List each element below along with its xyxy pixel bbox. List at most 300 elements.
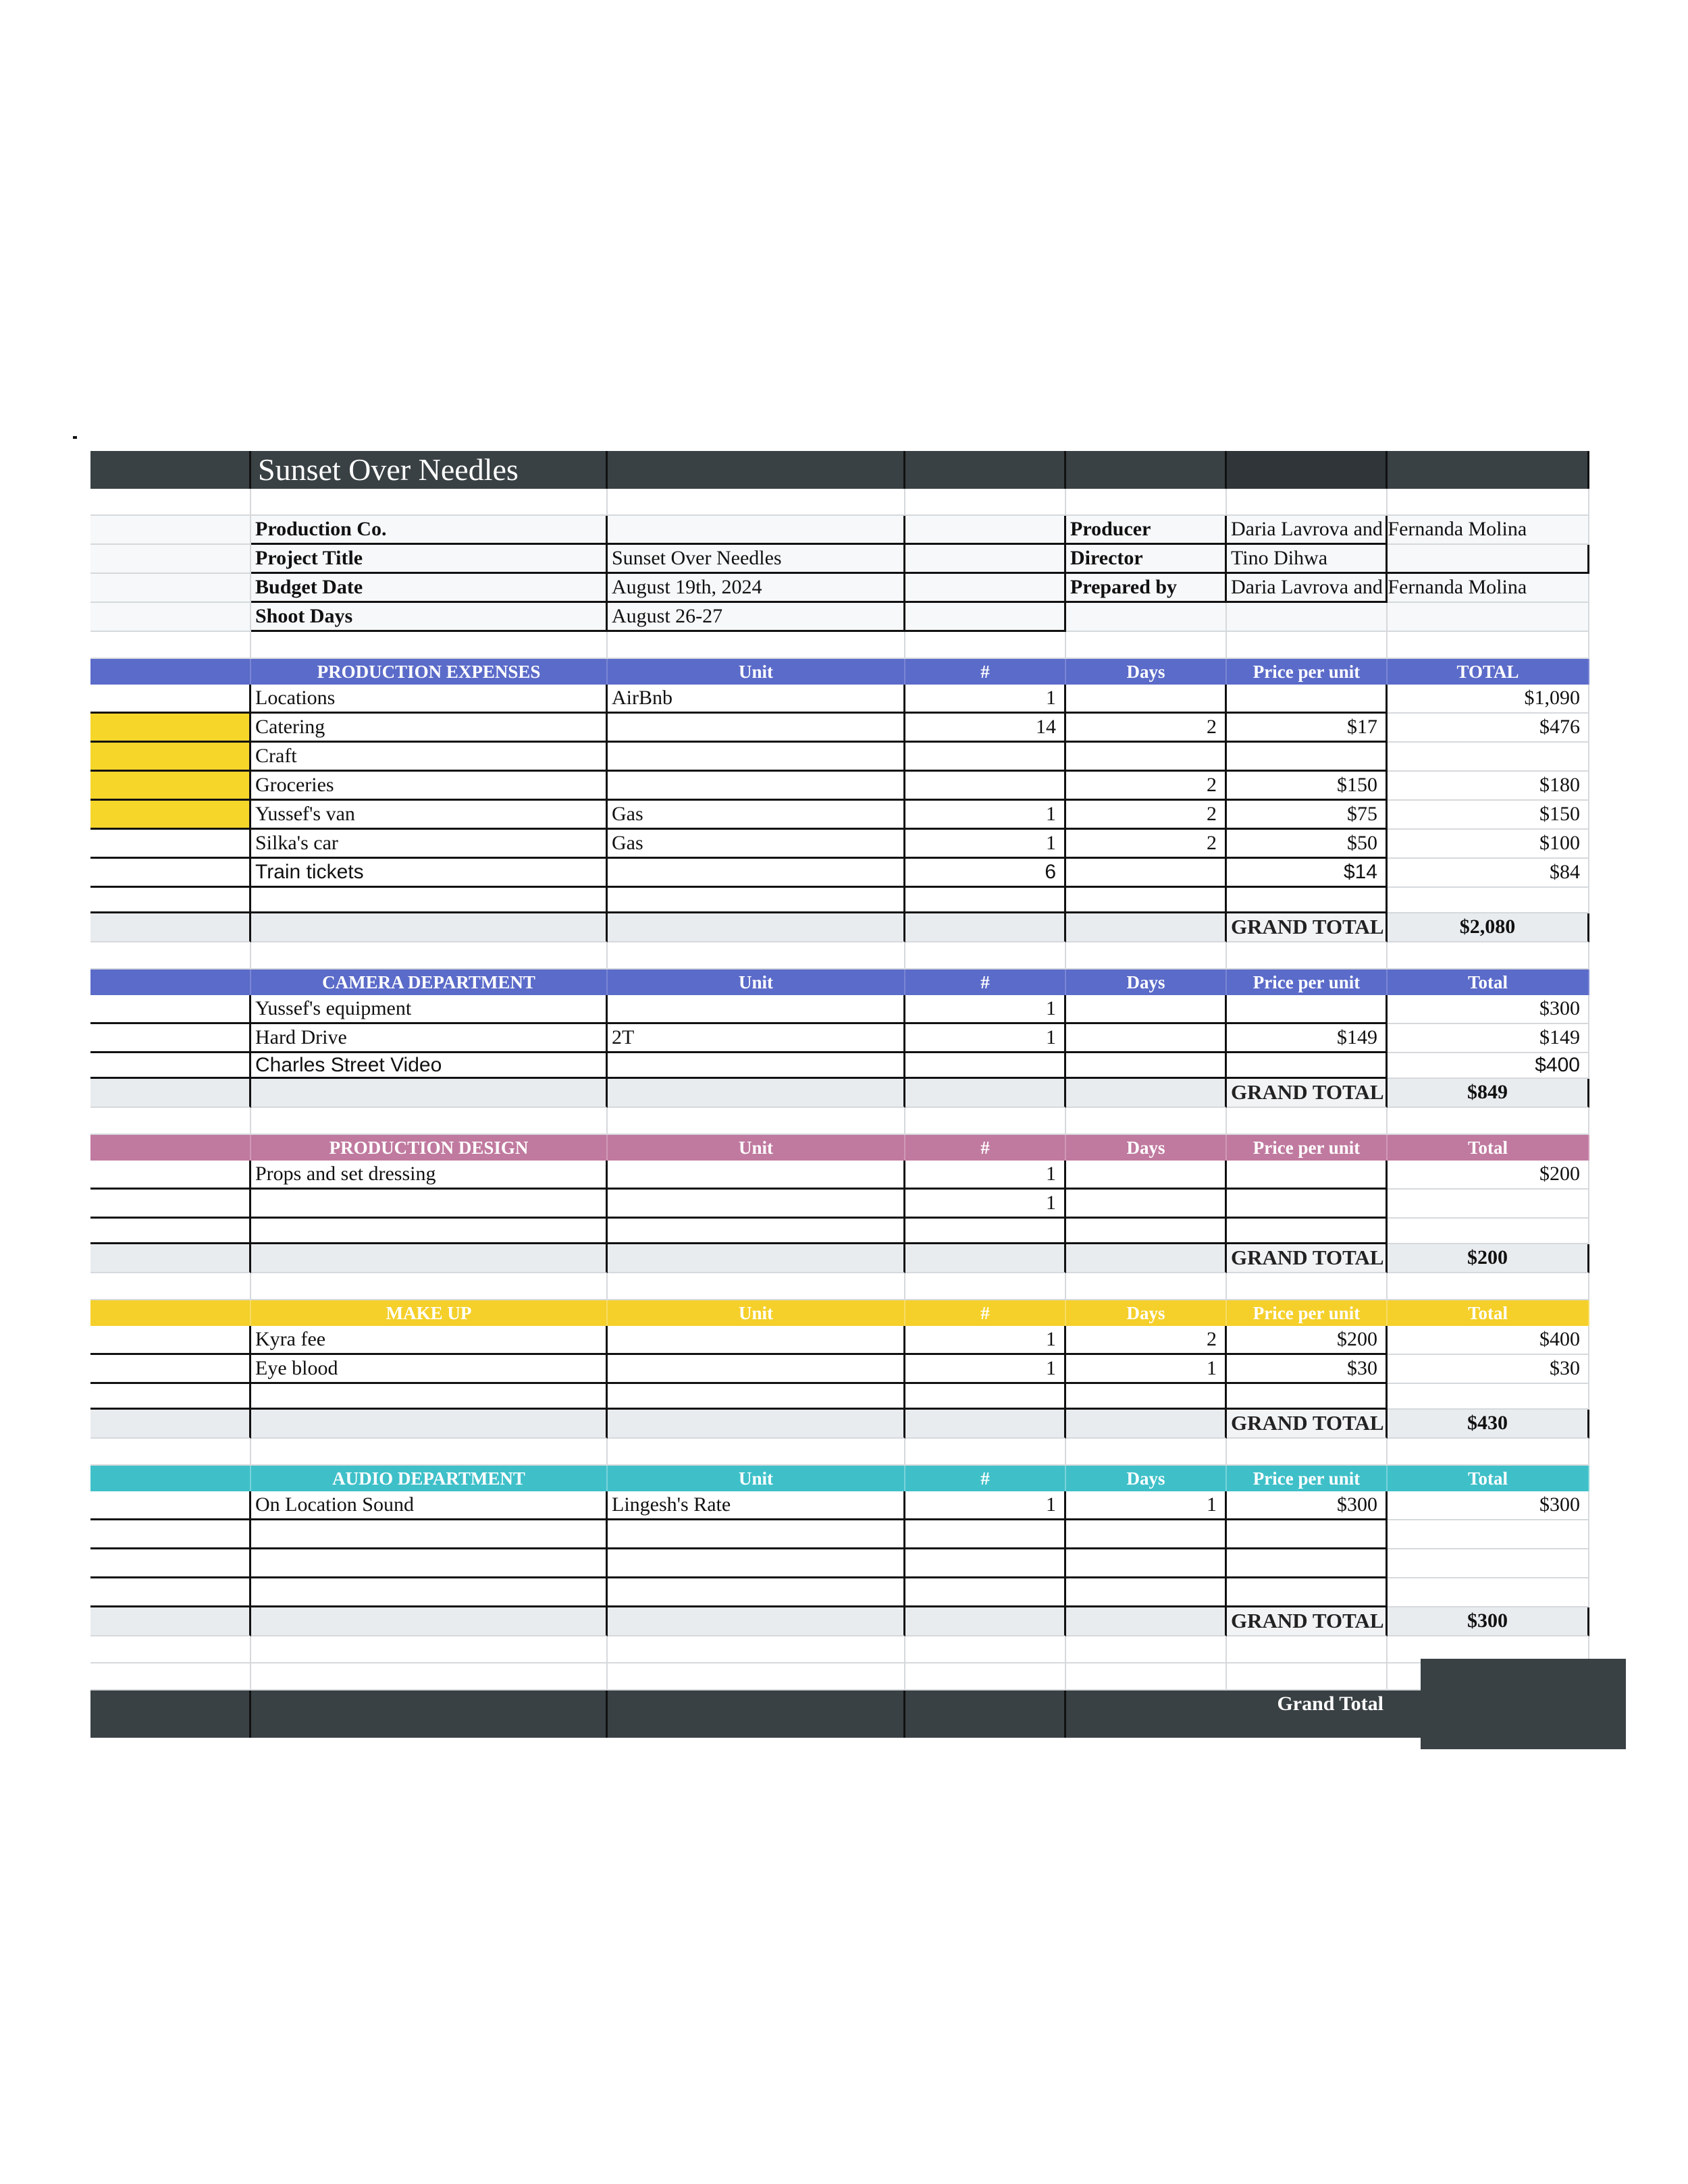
cell[interactable] (90, 1219, 251, 1244)
grand-total-row (90, 1607, 1589, 1636)
table-row (90, 1355, 1589, 1384)
table-row (90, 1491, 1589, 1520)
header-cell (90, 1466, 251, 1491)
cell[interactable] (1388, 1549, 1589, 1578)
table-row (90, 859, 1589, 888)
item-days[interactable]: 2 (1066, 772, 1227, 801)
col-unit-header: Unit (608, 969, 905, 995)
item-count[interactable]: 1 (905, 1161, 1066, 1190)
cell[interactable] (1388, 888, 1589, 913)
item-unit[interactable] (608, 1355, 905, 1384)
highlight-cell[interactable] (90, 801, 251, 830)
cell[interactable] (1066, 1690, 1227, 1738)
item-count[interactable]: 1 (905, 995, 1066, 1024)
item-name[interactable]: On Location Sound (251, 1491, 608, 1520)
section-title: PRODUCTION EXPENSES (251, 659, 608, 685)
item-count[interactable]: 1 (905, 801, 1066, 830)
cell[interactable] (90, 574, 251, 603)
item-unit[interactable] (608, 1190, 905, 1219)
cell[interactable] (608, 1578, 905, 1607)
cell[interactable] (1227, 1219, 1388, 1244)
item-unit[interactable]: Gas (608, 801, 905, 830)
cell[interactable] (905, 1690, 1066, 1738)
col-price-header: Price per unit (1227, 1466, 1388, 1491)
col-count-header: # (905, 1300, 1066, 1326)
spacer-row (90, 1273, 1589, 1300)
prepared-by-label[interactable]: Prepared by (1066, 574, 1227, 603)
cell[interactable] (90, 1244, 251, 1273)
item-count[interactable]: 6 (905, 859, 1066, 888)
table-row (90, 995, 1589, 1024)
col-days-header: Days (1066, 1300, 1227, 1326)
cell[interactable] (1066, 1219, 1227, 1244)
item-days[interactable] (1066, 859, 1227, 888)
item-count[interactable]: 1 (905, 685, 1066, 714)
col-days-header: Days (1066, 969, 1227, 995)
item-unit[interactable]: 2T (608, 1024, 905, 1053)
table-row (90, 1578, 1589, 1607)
item-price[interactable] (1227, 1190, 1388, 1219)
grand-total-label[interactable]: GRAND TOTAL (1227, 1607, 1388, 1636)
cell[interactable] (90, 1384, 251, 1410)
item-price[interactable] (1227, 995, 1388, 1024)
cell[interactable] (251, 1410, 608, 1439)
col-count-header: # (905, 1135, 1066, 1161)
budget-date-label[interactable]: Budget Date (251, 574, 608, 603)
cell[interactable] (608, 1384, 905, 1410)
item-days[interactable] (1066, 1024, 1227, 1053)
item-days[interactable] (1066, 1053, 1227, 1079)
header-cell (90, 659, 251, 685)
table-row (90, 1326, 1589, 1355)
cell[interactable] (90, 830, 251, 859)
item-price[interactable]: $200 (1227, 1326, 1388, 1355)
item-name[interactable]: Yussef's van (251, 801, 608, 830)
item-total[interactable] (1388, 743, 1589, 772)
cell[interactable] (90, 1326, 251, 1355)
table-row (90, 1053, 1589, 1079)
table-row (90, 1190, 1589, 1219)
item-total[interactable]: $1,090 (1388, 685, 1589, 714)
grand-total-row (90, 1410, 1589, 1439)
production-co-label[interactable]: Production Co. (251, 516, 608, 545)
item-name[interactable]: Silka's car (251, 830, 608, 859)
item-days[interactable]: 2 (1066, 801, 1227, 830)
col-price-header: Price per unit (1227, 659, 1388, 685)
prepared-by-value[interactable]: Daria Lavrova and Fernanda Molina (1227, 574, 1388, 603)
cell[interactable] (1388, 451, 1589, 489)
item-total[interactable] (1388, 1190, 1589, 1219)
cell[interactable] (1388, 516, 1589, 545)
item-name[interactable] (251, 1190, 608, 1219)
item-days[interactable] (1066, 1190, 1227, 1219)
highlight-cell[interactable] (90, 714, 251, 743)
item-name[interactable]: Props and set dressing (251, 1161, 608, 1190)
col-count-header: # (905, 659, 1066, 685)
item-name[interactable]: Catering (251, 714, 608, 743)
cell[interactable] (905, 1244, 1066, 1273)
item-unit[interactable] (608, 1326, 905, 1355)
cell[interactable] (90, 1578, 251, 1607)
cell[interactable] (90, 545, 251, 574)
item-price[interactable]: $14 (1227, 859, 1388, 888)
cell[interactable] (251, 913, 608, 942)
spacer-row (90, 1663, 1589, 1690)
cell[interactable] (251, 1520, 608, 1549)
director-value[interactable]: Tino Dihwa (1227, 545, 1388, 574)
header-cell (90, 1135, 251, 1161)
cell[interactable] (1066, 603, 1227, 632)
item-price[interactable] (1227, 1161, 1388, 1190)
info-row (90, 545, 1589, 574)
item-price[interactable]: $149 (1227, 1024, 1388, 1053)
grand-total-label[interactable]: GRAND TOTAL (1227, 913, 1388, 942)
cell[interactable] (90, 1079, 251, 1108)
item-total[interactable]: $400 (1388, 1053, 1589, 1079)
item-price[interactable] (1227, 685, 1388, 714)
cell[interactable] (251, 1690, 608, 1738)
cell[interactable] (1066, 451, 1227, 489)
item-name[interactable]: Kyra fee (251, 1326, 608, 1355)
info-row (90, 516, 1589, 545)
production-co-value[interactable] (608, 516, 905, 545)
item-unit[interactable]: Lingesh's Rate (608, 1491, 905, 1520)
table-row (90, 1384, 1589, 1410)
highlight-cell[interactable] (90, 772, 251, 801)
item-days[interactable] (1066, 995, 1227, 1024)
cell[interactable] (251, 1219, 608, 1244)
grand-total-value[interactable]: $2,080 (1388, 913, 1589, 942)
shoot-days-value[interactable]: August 26-27 (608, 603, 905, 632)
section-title: CAMERA DEPARTMENT (251, 969, 608, 995)
cell[interactable] (1066, 1520, 1227, 1549)
cell[interactable] (905, 1410, 1066, 1439)
cell[interactable] (905, 1549, 1066, 1578)
grand-total-value[interactable]: $300 (1388, 1607, 1589, 1636)
cell[interactable] (1066, 1244, 1227, 1273)
col-unit-header: Unit (608, 659, 905, 685)
page-title[interactable]: Sunset Over Needles (251, 451, 608, 489)
cell[interactable] (905, 1079, 1066, 1108)
item-name[interactable]: Groceries (251, 772, 608, 801)
item-days[interactable]: 2 (1066, 714, 1227, 743)
cell[interactable] (251, 1549, 608, 1578)
item-total[interactable]: $150 (1388, 801, 1589, 830)
cell[interactable] (905, 574, 1066, 603)
cell[interactable] (90, 1053, 251, 1079)
cell[interactable] (1227, 451, 1388, 489)
item-unit[interactable]: Gas (608, 830, 905, 859)
cell[interactable] (251, 1384, 608, 1410)
item-price[interactable] (1227, 1053, 1388, 1079)
item-unit[interactable] (608, 714, 905, 743)
item-price[interactable] (1227, 743, 1388, 772)
cell[interactable] (608, 1244, 905, 1273)
grand-total-label[interactable]: GRAND TOTAL (1227, 1079, 1388, 1108)
spacer-row (90, 489, 1589, 516)
item-count[interactable]: 1 (905, 1326, 1066, 1355)
cell[interactable] (608, 1690, 905, 1738)
col-price-header: Price per unit (1227, 1300, 1388, 1326)
project-title-label[interactable]: Project Title (251, 545, 608, 574)
cell[interactable] (1066, 1549, 1227, 1578)
cell[interactable] (905, 1520, 1066, 1549)
cell[interactable] (90, 1491, 251, 1520)
grand-total-row (90, 1244, 1589, 1273)
highlight-cell[interactable] (90, 743, 251, 772)
item-days[interactable]: 2 (1066, 1326, 1227, 1355)
info-row (90, 603, 1589, 632)
item-days[interactable] (1066, 1161, 1227, 1190)
cell[interactable] (905, 1219, 1066, 1244)
item-count[interactable] (905, 743, 1066, 772)
item-price[interactable]: $150 (1227, 772, 1388, 801)
item-days[interactable]: 1 (1066, 1355, 1227, 1384)
cell[interactable] (905, 888, 1066, 913)
cell[interactable] (905, 1607, 1066, 1636)
cell[interactable] (251, 1079, 608, 1108)
cell[interactable] (251, 1578, 608, 1607)
cell[interactable] (251, 1607, 608, 1636)
cell[interactable] (1227, 1520, 1388, 1549)
cell[interactable] (1227, 1549, 1388, 1578)
item-days[interactable]: 1 (1066, 1491, 1227, 1520)
table-row (90, 1219, 1589, 1244)
item-unit[interactable] (608, 772, 905, 801)
item-unit[interactable] (608, 995, 905, 1024)
item-price[interactable]: $75 (1227, 801, 1388, 830)
col-total-header: Total (1388, 969, 1589, 995)
cell[interactable] (608, 1549, 905, 1578)
cell[interactable] (90, 603, 251, 632)
item-name[interactable]: Train tickets (251, 859, 608, 888)
title-row (90, 451, 1589, 489)
cell[interactable] (90, 1024, 251, 1053)
item-count[interactable]: 1 (905, 830, 1066, 859)
budget-sheet (90, 451, 1589, 1738)
table-row (90, 888, 1589, 913)
item-price[interactable]: $300 (1227, 1491, 1388, 1520)
spacer-row (90, 1439, 1589, 1466)
item-unit[interactable] (608, 743, 905, 772)
col-total-header: Total (1388, 1300, 1589, 1326)
spacer-row (90, 942, 1589, 969)
cell[interactable] (90, 1161, 251, 1190)
cell[interactable] (1388, 1219, 1589, 1244)
cell[interactable] (1388, 1384, 1589, 1410)
project-title-value[interactable]: Sunset Over Needles (608, 545, 905, 574)
col-days-header: Days (1066, 1135, 1227, 1161)
grand-total-value[interactable]: $430 (1388, 1410, 1589, 1439)
shoot-days-label[interactable]: Shoot Days (251, 603, 608, 632)
col-total-header: Total (1388, 1466, 1589, 1491)
cell[interactable] (1388, 545, 1589, 574)
item-count[interactable]: 14 (905, 714, 1066, 743)
item-name[interactable]: Eye blood (251, 1355, 608, 1384)
cell[interactable] (1066, 888, 1227, 913)
col-unit-header: Unit (608, 1300, 905, 1326)
item-total[interactable]: $30 (1388, 1355, 1589, 1384)
table-row (90, 1549, 1589, 1578)
item-days[interactable]: 2 (1066, 830, 1227, 859)
final-total-box (1421, 1659, 1626, 1749)
director-label[interactable]: Director (1066, 545, 1227, 574)
cell[interactable] (90, 1410, 251, 1439)
col-total-header: TOTAL (1388, 659, 1589, 685)
cell[interactable] (90, 1607, 251, 1636)
item-total[interactable]: $400 (1388, 1326, 1589, 1355)
info-row (90, 574, 1589, 603)
cell[interactable] (90, 913, 251, 942)
section-title: MAKE UP (251, 1300, 608, 1326)
col-total-header: Total (1388, 1135, 1589, 1161)
item-days[interactable] (1066, 685, 1227, 714)
cell[interactable] (90, 1355, 251, 1384)
table-row (90, 1024, 1589, 1053)
cell[interactable] (608, 913, 905, 942)
table-row (90, 1161, 1589, 1190)
col-price-header: Price per unit (1227, 1135, 1388, 1161)
item-name[interactable]: Charles Street Video (251, 1053, 608, 1079)
cell[interactable] (905, 545, 1066, 574)
item-total[interactable]: $180 (1388, 772, 1589, 801)
cell[interactable] (1388, 1578, 1589, 1607)
final-grand-total-label[interactable]: Grand Total (1277, 1693, 1383, 1715)
cell[interactable] (608, 1520, 905, 1549)
item-total[interactable]: $300 (1388, 1491, 1589, 1520)
item-count[interactable]: 1 (905, 1491, 1066, 1520)
table-row (90, 830, 1589, 859)
cell[interactable] (251, 888, 608, 913)
corner-mark (73, 436, 77, 439)
item-count[interactable]: 1 (905, 1190, 1066, 1219)
cell[interactable] (1066, 1607, 1227, 1636)
grand-total-value[interactable]: $200 (1388, 1244, 1589, 1273)
item-count[interactable]: 1 (905, 1024, 1066, 1053)
cell[interactable] (1066, 1079, 1227, 1108)
header-cell (90, 1300, 251, 1326)
col-unit-header: Unit (608, 1466, 905, 1491)
cell[interactable] (90, 859, 251, 888)
cell[interactable] (90, 1520, 251, 1549)
col-days-header: Days (1066, 1466, 1227, 1491)
col-unit-header: Unit (608, 1135, 905, 1161)
section-header-production (90, 659, 1589, 685)
item-total[interactable]: $300 (1388, 995, 1589, 1024)
spacer-row (90, 1108, 1589, 1135)
col-price-header: Price per unit (1227, 969, 1388, 995)
table-row (90, 743, 1589, 772)
cell[interactable] (1227, 888, 1388, 913)
cell[interactable] (608, 888, 905, 913)
cell[interactable] (1066, 1578, 1227, 1607)
cell[interactable] (251, 1244, 608, 1273)
item-days[interactable] (1066, 743, 1227, 772)
header-cell (90, 969, 251, 995)
item-count[interactable] (905, 772, 1066, 801)
cell[interactable] (905, 516, 1066, 545)
cell[interactable] (905, 913, 1066, 942)
cell[interactable] (905, 603, 1066, 632)
item-total[interactable]: $476 (1388, 714, 1589, 743)
grand-total-row (90, 913, 1589, 942)
item-price[interactable]: $30 (1227, 1355, 1388, 1384)
cell[interactable] (90, 1690, 251, 1738)
item-count[interactable] (905, 1053, 1066, 1079)
section-header-design (90, 1135, 1589, 1161)
cell[interactable] (1066, 1410, 1227, 1439)
cell[interactable] (1066, 1384, 1227, 1410)
cell[interactable] (1066, 913, 1227, 942)
cell[interactable] (90, 1549, 251, 1578)
cell[interactable] (608, 1219, 905, 1244)
grand-total-row (90, 1079, 1589, 1108)
item-unit[interactable] (608, 1161, 905, 1190)
cell[interactable] (1388, 574, 1589, 603)
section-title: AUDIO DEPARTMENT (251, 1466, 608, 1491)
item-unit[interactable]: AirBnb (608, 685, 905, 714)
grand-total-value[interactable]: $849 (1388, 1079, 1589, 1108)
item-count[interactable]: 1 (905, 1355, 1066, 1384)
cell[interactable] (905, 451, 1066, 489)
item-name[interactable]: Yussef's equipment (251, 995, 608, 1024)
item-price[interactable]: $17 (1227, 714, 1388, 743)
item-unit[interactable] (608, 859, 905, 888)
table-row (90, 685, 1589, 714)
grand-total-label[interactable]: GRAND TOTAL (1227, 1244, 1388, 1273)
col-days-header: Days (1066, 659, 1227, 685)
grand-total-label[interactable]: GRAND TOTAL (1227, 1410, 1388, 1439)
item-name[interactable]: Locations (251, 685, 608, 714)
cell[interactable] (1227, 1384, 1388, 1410)
item-total[interactable]: $149 (1388, 1024, 1589, 1053)
spacer-row (90, 632, 1589, 659)
item-total[interactable]: $100 (1388, 830, 1589, 859)
producer-label[interactable]: Producer (1066, 516, 1227, 545)
item-total[interactable]: $84 (1388, 859, 1589, 888)
budget-date-value[interactable]: August 19th, 2024 (608, 574, 905, 603)
cell[interactable] (90, 451, 251, 489)
cell[interactable] (1227, 603, 1388, 632)
item-unit[interactable] (608, 1053, 905, 1079)
cell[interactable] (90, 685, 251, 714)
item-name[interactable]: Craft (251, 743, 608, 772)
cell[interactable] (90, 995, 251, 1024)
producer-value[interactable]: Daria Lavrova and Fernanda Molina (1227, 516, 1388, 545)
cell[interactable] (608, 451, 905, 489)
cell[interactable] (905, 1384, 1066, 1410)
cell[interactable] (1388, 603, 1589, 632)
cell[interactable] (90, 516, 251, 545)
cell[interactable] (608, 1607, 905, 1636)
col-count-header: # (905, 1466, 1066, 1491)
cell[interactable] (90, 1190, 251, 1219)
cell[interactable] (905, 1578, 1066, 1607)
cell[interactable] (608, 1079, 905, 1108)
item-price[interactable]: $50 (1227, 830, 1388, 859)
table-row (90, 714, 1589, 743)
final-total-row (90, 1690, 1589, 1738)
cell[interactable] (1227, 1578, 1388, 1607)
col-count-header: # (905, 969, 1066, 995)
section-header-audio (90, 1466, 1589, 1491)
item-name[interactable]: Hard Drive (251, 1024, 608, 1053)
cell[interactable] (608, 1410, 905, 1439)
cell[interactable] (90, 888, 251, 913)
cell[interactable] (1388, 1520, 1589, 1549)
item-total[interactable]: $200 (1388, 1161, 1589, 1190)
section-header-camera (90, 969, 1589, 995)
